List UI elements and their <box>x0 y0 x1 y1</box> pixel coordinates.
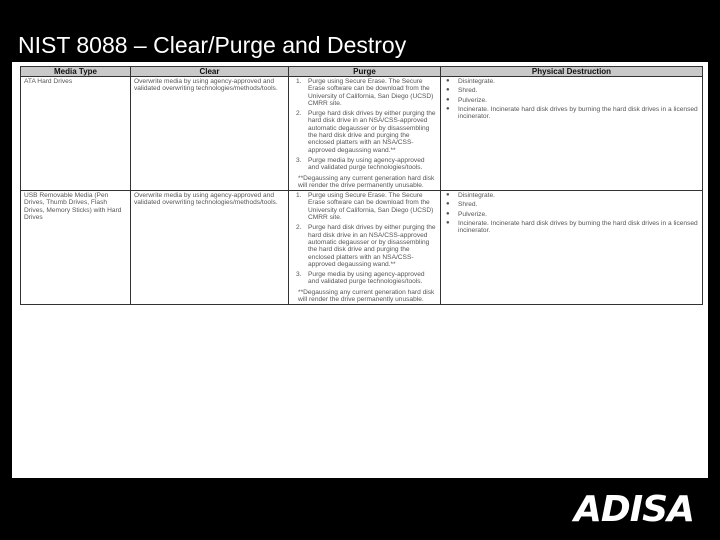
media-type-text: ATA Hard Drives <box>24 78 73 85</box>
purge-item-number: 3. <box>296 156 302 164</box>
nist-sanitization-table <box>20 66 703 305</box>
degaussing-note: **Degaussing any current generation hard disk will render the drive permanently unusable. <box>298 288 435 304</box>
purge-list <box>292 78 437 172</box>
destruction-item <box>444 87 699 94</box>
header-clear: Clear <box>131 67 289 77</box>
bullet-icon: ● <box>446 96 450 103</box>
bullet-icon: ● <box>446 220 450 227</box>
purge-cell <box>289 77 441 191</box>
purge-list <box>292 192 437 286</box>
header-physical-destruction: Physical Destruction <box>441 67 703 77</box>
purge-item <box>292 78 437 107</box>
destruction-item <box>444 106 699 121</box>
destruction-item <box>444 192 699 199</box>
purge-item-number: 2. <box>296 110 302 118</box>
purge-item-number: 2. <box>296 224 302 232</box>
clear-cell <box>131 191 289 305</box>
purge-item <box>292 192 437 221</box>
destruction-item <box>444 78 699 85</box>
destruction-item-text: Pulverize. <box>458 210 487 218</box>
bullet-icon: ● <box>446 210 450 217</box>
media-type-text: USB Removable Media (Pen Drives, Thumb Drives, Flash Drives, Memory Sticks) with Hard Drives <box>24 192 122 222</box>
destruction-item-text: Incinerate. Incinerate hard disk drives by burning the hard disk drives in a licensed incinerator. <box>458 105 698 121</box>
table-row <box>21 191 703 305</box>
purge-cell <box>289 191 441 305</box>
media-type-cell <box>21 77 131 191</box>
destruction-list <box>444 78 699 120</box>
adisa-logo: ADISA <box>574 489 694 530</box>
clear-text: Overwrite media by using agency-approved and validated overwriting technologies/methods/tools. <box>134 78 278 93</box>
destruction-cell <box>441 77 703 191</box>
bullet-icon: ● <box>446 105 450 112</box>
purge-item <box>292 224 437 268</box>
purge-item-number: 1. <box>296 78 302 85</box>
destruction-item <box>444 220 699 235</box>
slide-title: NIST 8088 – Clear/Purge and Destroy <box>18 32 407 58</box>
purge-item-text: Purge hard disk drives by either purging the hard disk drive in an NSA/CSS-approved automatic degausser or by disassembling the hard disk drive and purging the enclosed platters with an NSA/CSS-approved degaussing wand.** <box>308 110 436 154</box>
purge-item <box>292 157 437 172</box>
destruction-item-text: Pulverize. <box>458 96 487 104</box>
purge-item-text: Purge using Secure Erase. The Secure Erase software can be download from the University of California, San Diego (UCSD) CMRR site. <box>308 192 434 222</box>
destruction-item-text: Shred. <box>458 87 478 95</box>
bullet-icon: ● <box>446 201 450 208</box>
purge-item-text: Purge using Secure Erase. The Secure Erase software can be download from the University of California, San Diego (UCSD) CMRR site. <box>308 78 434 107</box>
purge-item-number: 3. <box>296 271 302 279</box>
table-row <box>21 77 703 191</box>
degaussing-note: **Degaussing any current generation hard disk will render the drive permanently unusable. <box>298 174 435 189</box>
clear-text: Overwrite media by using agency-approved and validated overwriting technologies/methods/tools. <box>134 192 278 207</box>
destruction-item <box>444 201 699 208</box>
destruction-item-text: Disintegrate. <box>458 78 496 85</box>
destruction-cell <box>441 191 703 305</box>
table-header-row <box>21 67 703 77</box>
purge-item <box>292 271 437 286</box>
destruction-item-text: Incinerate. Incinerate hard disk drives by burning the hard disk drives in a licensed incinerator. <box>458 220 698 235</box>
bullet-icon: ● <box>446 78 450 84</box>
destruction-item-text: Shred. <box>458 201 478 209</box>
destruction-item-text: Disintegrate. <box>458 192 496 200</box>
purge-item-text: Purge media by using agency-approved and validated purge technologies/tools. <box>308 271 425 286</box>
purge-item-text: Purge media by using agency-approved and validated purge technologies/tools. <box>308 156 425 172</box>
destruction-item <box>444 211 699 218</box>
destruction-item <box>444 97 699 104</box>
media-type-cell <box>21 191 131 305</box>
purge-item-text: Purge hard disk drives by either purging the hard disk drive in an NSA/CSS-approved automatic degausser or by disassembling the hard disk drive and purging the enclosed platters with an NSA/CSS-approved degaussing wand.** <box>308 224 436 268</box>
purge-item-number: 1. <box>296 192 302 200</box>
bullet-icon: ● <box>446 87 450 94</box>
clear-cell <box>131 77 289 191</box>
purge-item <box>292 110 437 154</box>
destruction-list <box>444 192 699 234</box>
bullet-icon: ● <box>446 192 450 199</box>
document-scan <box>12 62 708 478</box>
header-purge: Purge <box>289 67 441 77</box>
header-media-type: Media Type <box>21 67 131 77</box>
